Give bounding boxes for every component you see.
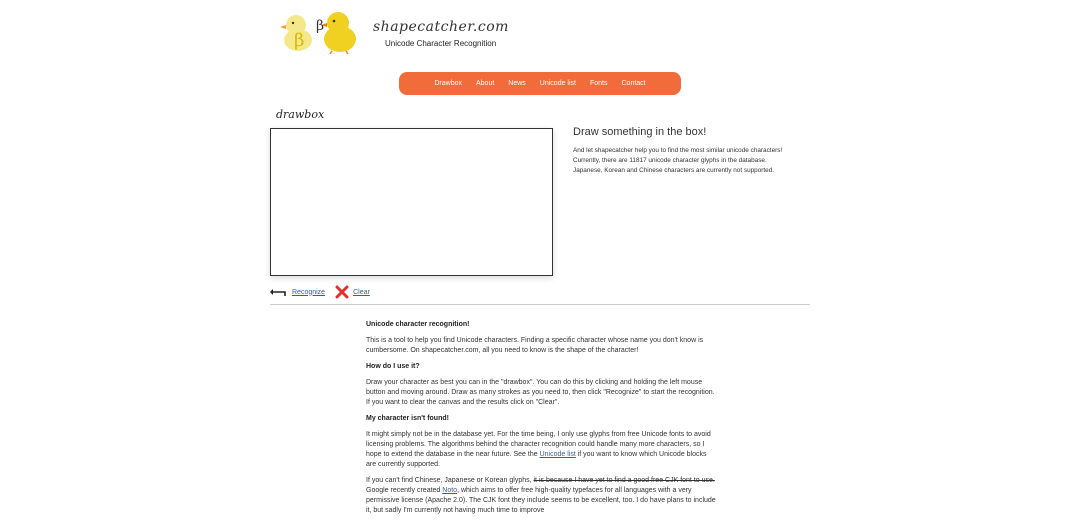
recognize-link[interactable]: Recognize xyxy=(292,288,326,296)
unicode-list-link[interactable]: Unicode list xyxy=(539,451,576,458)
chick-logo-icon xyxy=(278,8,368,54)
nav-fonts[interactable]: Fonts xyxy=(589,80,608,87)
intro-heading: Draw something in the box! xyxy=(573,126,707,138)
section-heading: Unicode character recognition! xyxy=(366,321,470,328)
svg-text:β: β xyxy=(294,30,305,51)
nav-unicode-list[interactable]: Unicode list xyxy=(539,80,576,87)
nav-contact[interactable]: Contact xyxy=(621,80,646,87)
red-x-icon xyxy=(335,285,349,299)
section-heading: How do I use it? xyxy=(366,363,420,370)
clear-link[interactable]: Clear xyxy=(353,288,370,296)
site-name[interactable]: shapecatcher.com xyxy=(373,19,509,35)
nav-about[interactable]: About xyxy=(475,80,495,87)
struck-text: it is because I have yet to find a good free CJK font to use. xyxy=(533,477,715,484)
info-content xyxy=(366,320,716,522)
nav-news[interactable]: News xyxy=(508,80,526,87)
nav-drawbox[interactable]: Drawbox xyxy=(434,80,462,87)
recognize-button[interactable] xyxy=(270,286,325,298)
drawbox-title: drawbox xyxy=(276,108,325,121)
section-text: This is a tool to help you find Unicode characters. Finding a specific character whose name you don't know is cumbersome. On shapecatcher.com, all you need to know is the shape of the character! xyxy=(366,337,704,354)
section-text: It might simply not be in the database yet. For the time being, I only use glyphs from free Unicode fonts to avoid licensing problems. The algorithms behind the character recognition could handle many more characters, so I hope to extend the database in the near future. See the Unicode list if you want to know which Unicode blocks are currently supported. xyxy=(366,431,711,468)
section-text: If you can't find Chinese, Japanese or Korean glyphs, it is because I have yet to find a good free CJK font to use. Google recently created Noto, which aims to offer free high-quality typefaces for all languages with a very permissive license (Apache 2.0). The CJK font they include seems to be excellent, too. I do have plans to include it, but sadly I'm currently not having much time to improve xyxy=(366,477,716,514)
intro-line: And let shapecatcher help you to find the most similar unicode characters! xyxy=(573,147,783,154)
intro-line: Japanese, Korean and Chinese characters are currently not supported. xyxy=(573,167,775,174)
clear-button[interactable] xyxy=(335,285,370,299)
noto-link[interactable]: Noto xyxy=(442,487,458,494)
drawbox-controls xyxy=(270,284,370,300)
arrow-return-icon xyxy=(270,286,288,298)
divider xyxy=(270,304,810,305)
main-nav xyxy=(399,72,681,95)
section-text: Draw your character as best you can in the "drawbox". You can do this by clicking and holding the left mouse button and moving around. Draw as many strokes as you need to, then click "Recognize" to start the recognition. If you want to clear the canvas and the results click on "Clear". xyxy=(366,379,715,406)
drawing-canvas[interactable] xyxy=(270,128,553,276)
intro-line: Currently, there are 11817 unicode character glyphs in the database. xyxy=(573,157,767,164)
site-header xyxy=(278,8,538,60)
svg-text:β: β xyxy=(316,18,325,34)
site-subtitle: Unicode Character Recognition xyxy=(385,39,497,48)
section-heading: My character isn't found! xyxy=(366,415,449,422)
intro-text xyxy=(573,146,803,176)
